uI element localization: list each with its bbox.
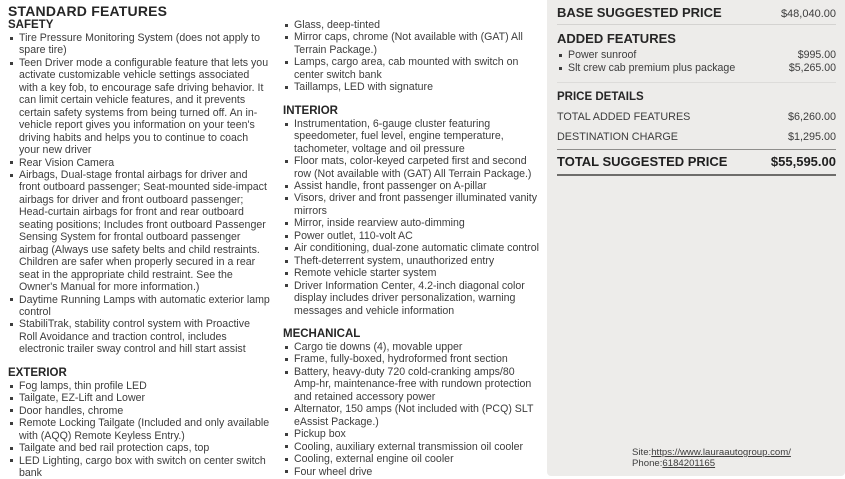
destination-charge-value: $1,295.00 <box>788 131 836 143</box>
feature-item: Cargo tie downs (4), movable upper <box>283 341 541 353</box>
feature-item: Mirror, inside rearview auto-dimming <box>283 217 541 229</box>
added-feature-row <box>557 62 836 75</box>
feature-item: Instrumentation, 6-gauge cluster featuring speedometer, fuel level, engine temperature, tachometer, voltage and oil pressure <box>283 118 541 155</box>
feature-item: Power outlet, 110-volt AC <box>283 230 541 242</box>
section-mechanical <box>283 328 541 478</box>
feature-list-exterior <box>8 380 271 479</box>
feature-list-safety <box>8 32 271 356</box>
site-link[interactable]: https://www.lauraautogroup.com/ <box>651 447 791 458</box>
feature-item: Remote vehicle starter system <box>283 267 541 279</box>
section-safety <box>8 19 271 356</box>
phone-label: Phone: <box>632 458 662 469</box>
feature-item: Lamps, cargo area, cab mounted with switch on center switch bank <box>283 56 541 81</box>
feature-item: Fog lamps, thin profile LED <box>8 380 271 392</box>
feature-item: Visors, driver and front passenger illuminated vanity mirrors <box>283 192 541 217</box>
feature-item: Frame, fully-boxed, hydroformed front section <box>283 353 541 365</box>
feature-list-exterior-continued <box>283 19 541 94</box>
section-heading-exterior: EXTERIOR <box>8 367 271 379</box>
feature-item: LED Lighting, cargo box with switch on center switch bank <box>8 455 271 479</box>
added-feature-row <box>557 49 836 62</box>
feature-item: Tailgate and bed rail protection caps, top <box>8 442 271 454</box>
feature-item: Cooling, auxiliary external transmission oil cooler <box>283 441 541 453</box>
features-column-middle <box>283 19 541 478</box>
section-interior <box>283 105 541 317</box>
feature-list-mechanical <box>283 341 541 478</box>
features-column-left <box>8 19 271 479</box>
feature-list-interior <box>283 118 541 317</box>
phone-link[interactable]: 6184201165 <box>662 458 715 469</box>
feature-item: Taillamps, LED with signature <box>283 81 541 93</box>
feature-item: StabiliTrak, stability control system with Proactive Roll Avoidance and traction control, includes electronic trailer sway control and hill start assist <box>8 318 271 355</box>
base-price-row <box>557 3 836 25</box>
total-added-features-row <box>557 111 836 123</box>
base-price-label: BASE SUGGESTED PRICE <box>557 5 722 20</box>
section-heading-safety: SAFETY <box>8 19 271 31</box>
feature-item: Four wheel drive <box>283 466 541 478</box>
added-features-heading: ADDED FEATURES <box>557 31 836 46</box>
added-features-list <box>557 49 836 83</box>
section-exterior-continued <box>283 19 541 94</box>
added-feature-label: Slt crew cab premium plus package <box>568 62 735 75</box>
total-price-label: TOTAL SUGGESTED PRICE <box>557 154 727 169</box>
feature-item: Rear Vision Camera <box>8 157 271 169</box>
feature-item: Remote Locking Tailgate (Included and only available with (AQQ) Remote Keyless Entry.) <box>8 417 271 442</box>
base-price-value: $48,040.00 <box>781 8 836 20</box>
section-heading-mechanical: MECHANICAL <box>283 328 541 340</box>
feature-item: Theft-deterrent system, unauthorized entry <box>283 255 541 267</box>
section-exterior <box>8 367 271 479</box>
dealer-contact <box>632 447 791 469</box>
destination-charge-label: DESTINATION CHARGE <box>557 131 678 143</box>
feature-item: Door handles, chrome <box>8 405 271 417</box>
feature-item: Pickup box <box>283 428 541 440</box>
total-price-row <box>557 149 836 176</box>
added-feature-label: Power sunroof <box>568 49 636 62</box>
feature-item: Teen Driver mode a configurable feature that lets you activate customizable vehicle settings associated with a key fob, to encourage safe driving behavior. It can limit certain vehicle features, and it prevents certain safety systems from being turned off. An in-vehicle report gives you information on your teen's driving habits and helps you to continue to coach your new driver <box>8 57 271 157</box>
price-details-heading: PRICE DETAILS <box>557 91 836 103</box>
feature-item: Tire Pressure Monitoring System (does not apply to spare tire) <box>8 32 271 57</box>
feature-item: Airbags, Dual-stage frontal airbags for driver and front outboard passenger; Seat-mounted side-impact airbags for driver and front outboard passenger; Head-curtain airbags for front and rear outboard seating positions; Includes front outboard Passenger Sensing System for frontal outboard passenger airbag (Always use safety belts and child restraints. Children are safer when properly secured in a rear seat in the appropriate child restraint. See the Owner's Manual for more information.) <box>8 169 271 294</box>
feature-item: Driver Information Center, 4.2-inch diagonal color display includes driver personalization, warning messages and vehicle information <box>283 280 541 317</box>
feature-item: Assist handle, front passenger on A-pillar <box>283 180 541 192</box>
pricing-panel <box>547 0 845 476</box>
phone-line <box>632 458 791 469</box>
added-feature-price: $995.00 <box>798 49 836 62</box>
site-line <box>632 447 791 458</box>
feature-item: Cooling, external engine oil cooler <box>283 453 541 465</box>
total-added-features-label: TOTAL ADDED FEATURES <box>557 111 690 123</box>
feature-item: Air conditioning, dual-zone automatic climate control <box>283 242 541 254</box>
feature-item: Battery, heavy-duty 720 cold-cranking amps/80 Amp-hr, maintenance-free with rundown protection and retained accessory power <box>283 366 541 403</box>
feature-item: Daytime Running Lamps with automatic exterior lamp control <box>8 294 271 319</box>
feature-item: Mirror caps, chrome (Not available with (GAT) All Terrain Package.) <box>283 31 541 56</box>
site-label: Site: <box>632 447 651 458</box>
feature-item: Floor mats, color-keyed carpeted first and second row (Not available with (GAT) All Terrain Package.) <box>283 155 541 180</box>
destination-charge-row <box>557 131 836 143</box>
total-price-value: $55,595.00 <box>771 154 836 169</box>
section-heading-interior: INTERIOR <box>283 105 541 117</box>
page-title: STANDARD FEATURES <box>8 3 167 19</box>
feature-item: Tailgate, EZ-Lift and Lower <box>8 392 271 404</box>
total-added-features-value: $6,260.00 <box>788 111 836 123</box>
feature-item: Alternator, 150 amps (Not included with (PCQ) SLT eAssist Package.) <box>283 403 541 428</box>
added-feature-price: $5,265.00 <box>789 62 836 75</box>
feature-item: Glass, deep-tinted <box>283 19 541 31</box>
